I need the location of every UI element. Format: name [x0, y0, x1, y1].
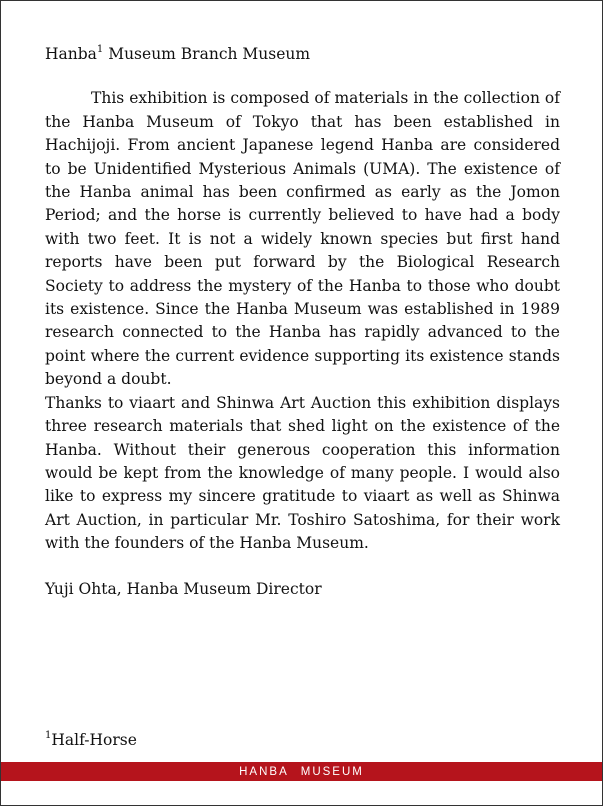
title-text: Hanba: [45, 45, 97, 63]
document-body: [45, 43, 560, 601]
footer-bar: [1, 762, 602, 781]
document-title: [45, 43, 560, 66]
paragraph-intro: This exhibition is composed of materials in the collection of the Hanba Museum of Tokyo that has been established in Hachijoji. From ancient Japanese legend Hanba are considered to be Unidentified Mysterious Animals (UMA). The existence of the Hanba animal has been confirmed as early as the Jomon Period; and the horse is currently believed to have had a body with two feet. It is not a widely known species but first hand reports have been put forward by the Biological Research Society to address the mystery of the Hanba to those who doubt its existence. Since the Hanba Museum was established in 1989 research connected to the Hanba has rapidly advanced to the point where the current evidence supporting its existence stands beyond a doubt.: [45, 89, 560, 389]
footnote-reference: 1: [96, 43, 104, 55]
footnote: [45, 729, 137, 752]
footer-brand: [239, 766, 364, 778]
signature: Yuji Ohta, Hanba Museum Director: [45, 579, 322, 598]
title-rest: Museum Branch Museum: [103, 45, 311, 63]
footnote-marker: 1: [45, 729, 52, 741]
footer-word-2: MUSEUM: [300, 765, 364, 778]
paragraph-thanks: Thanks to viaart and Shinwa Art Auction this exhibition displays three research materials that shed light on the existence of the Hanba. Without their generous cooperation this information would be kept from the knowledge of many people. I would also like to express my sincere gratitude to viaart as well as Shinwa Art Auction, in particular Mr. Toshiro Satoshima, for their work with the founders of the Hanba Museum.: [45, 393, 560, 553]
footer-word-1: HANBA: [239, 765, 289, 778]
footnote-text: Half-Horse: [51, 731, 137, 749]
